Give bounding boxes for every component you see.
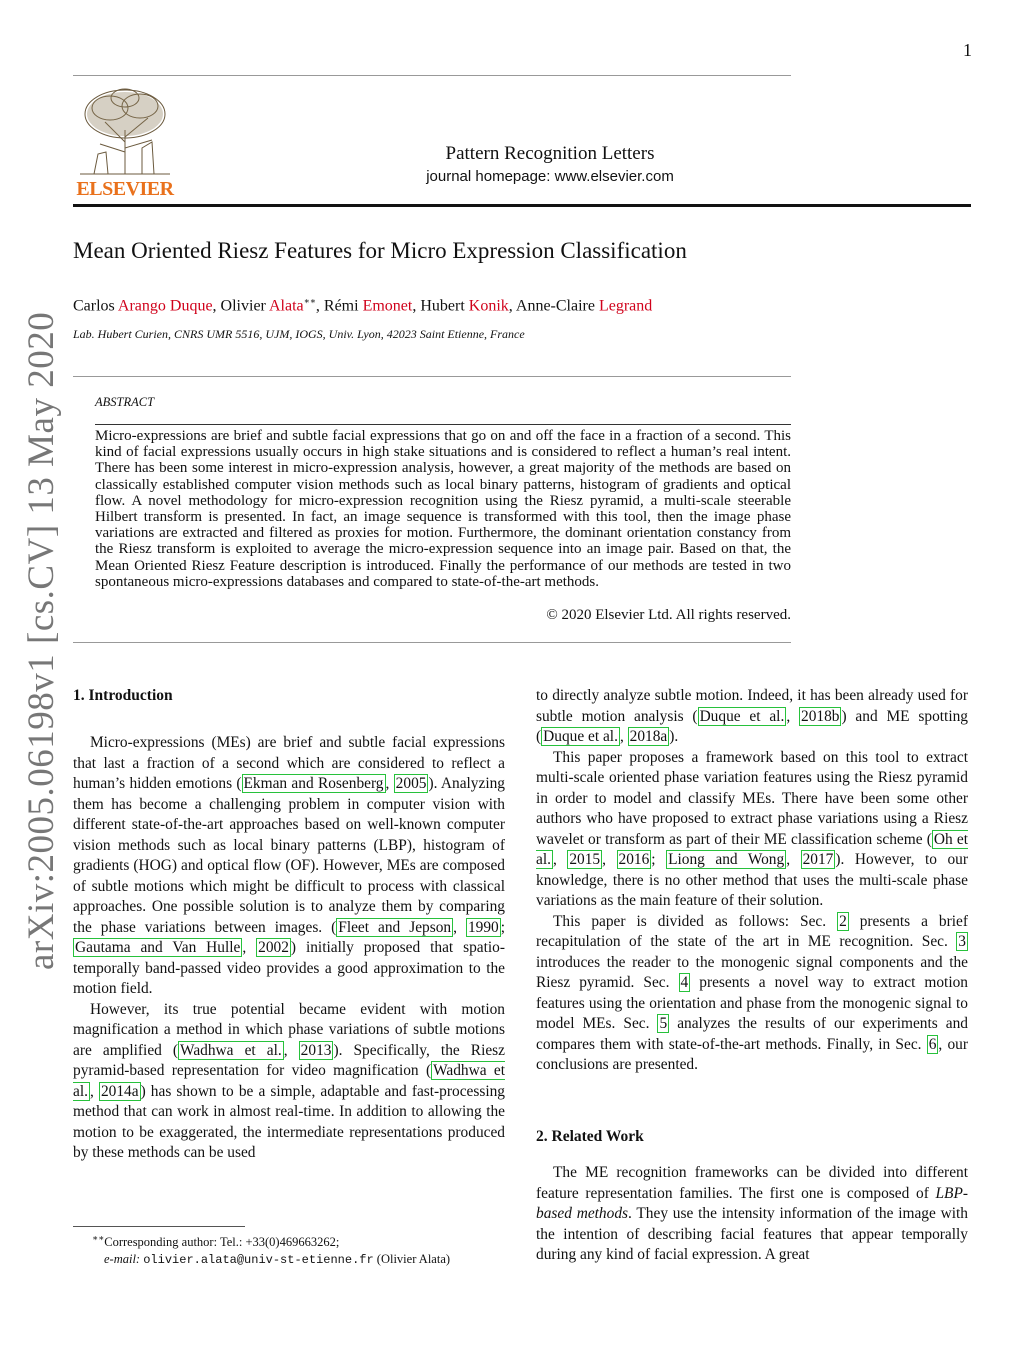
section-ref-link[interactable]: 4 bbox=[680, 974, 689, 991]
abstract-heading-rule bbox=[95, 424, 791, 425]
citation-year-link[interactable]: 2005 bbox=[395, 775, 427, 792]
author-last-name[interactable]: Arango Duque bbox=[117, 297, 213, 315]
section-heading-introduction: 1. Introduction bbox=[73, 687, 173, 704]
citation-year-link[interactable]: 1990 bbox=[467, 918, 499, 936]
citation-year-link[interactable]: 2017 bbox=[802, 851, 834, 868]
left-column bbox=[73, 733, 505, 1164]
footnote-rule bbox=[73, 1226, 245, 1227]
citation-link[interactable]: Wadhwa et al. bbox=[73, 1062, 506, 1100]
arxiv-identifier[interactable]: arXiv:2005.06198v1 [cs.CV] 13 May 2020 bbox=[21, 311, 62, 970]
journal-homepage[interactable]: journal homepage: www.elsevier.com bbox=[426, 168, 674, 185]
paragraph: This paper is divided as follows: Sec. 2 presents a brief recapitulation of the state of the art in ME recognition. Sec. 3 introduces the reader to the monogenic signal components and the Riesz pyramid. Sec. 4 presents a novel way to extract motion features using the orientation and phase from the monogenic signal to model MEs. Sec. 5 analyzes the results of our experiments and compares them with state-of-the-art methods. Finally, in Sec. 6 , our conclusions are presented. bbox=[536, 912, 968, 1073]
section-ref-link[interactable]: 2 bbox=[839, 912, 847, 930]
abstract-bottom-rule bbox=[73, 642, 791, 643]
abstract-top-rule bbox=[73, 376, 791, 377]
section-ref-link[interactable]: 3 bbox=[958, 933, 966, 950]
elsevier-logo bbox=[70, 82, 180, 200]
citation-year-link[interactable]: 2013 bbox=[300, 1041, 332, 1059]
author-first-name: Olivier bbox=[220, 297, 266, 315]
right-column-bottom bbox=[536, 1163, 968, 1266]
copyright-notice: © 2020 Elsevier Ltd. All rights reserved. bbox=[546, 607, 791, 623]
citation-year-link[interactable]: 2015 bbox=[569, 851, 601, 868]
author-last-name[interactable]: Konik bbox=[468, 297, 509, 315]
footnote-line: ∗∗Corresponding author: Tel.: +33(0)469663262; bbox=[92, 1233, 340, 1250]
affiliation: Lab. Hubert Curien, CNRS UMR 5516, UJM, IOGS, Univ. Lyon, 42023 Saint Etienne, France bbox=[73, 327, 525, 341]
corresponding-mark: ∗∗ bbox=[303, 296, 316, 306]
email-link[interactable]: olivier.alata@univ-st-etienne.fr bbox=[143, 1253, 374, 1268]
citation-link[interactable]: Ekman and Rosenberg bbox=[243, 775, 384, 792]
paragraph: to directly analyze subtle motion. Indeed, it has been already used for subtle motion analysis ( Duque et al. , 2018b ) and ME spotting ( Duque et al. , 2018a ). bbox=[536, 687, 968, 745]
header-thick-rule bbox=[73, 204, 971, 207]
citation-link[interactable]: Wadhwa et al. bbox=[180, 1041, 282, 1059]
author-last-name[interactable]: Legrand bbox=[598, 297, 653, 315]
author-first-name: Carlos bbox=[73, 297, 115, 315]
footnote bbox=[92, 1230, 450, 1269]
footnote-email-line: e-mail: olivier.alata@univ-st-etienne.fr (Olivier Alata) bbox=[104, 1252, 451, 1268]
abstract-heading: ABSTRACT bbox=[95, 395, 155, 409]
paragraph: However, its true potential became evident with motion magnification a method in which phase variations of subtle motions are amplified ( Wadhwa et al. , 2013 ). Specifically, the Riesz pyramid-based representation for video magnification ( Wadhwa et al. , 2014a ) has shown to be a simple, adaptable and fast-processing method that can work in almost real-time. In addition to allowing the motion to be exaggerated, the intermediate representations produced by these methods can be used bbox=[73, 1000, 506, 1161]
citation-link[interactable]: Oh et al. bbox=[536, 830, 968, 868]
section-heading-related-work: 2. Related Work bbox=[536, 1128, 644, 1145]
author-first-name: Rémi bbox=[323, 297, 359, 315]
emphasis: LBP-based methods bbox=[536, 1184, 968, 1222]
paper-title: Mean Oriented Riesz Features for Micro Expression Classification bbox=[73, 238, 687, 263]
author-first-name: Hubert bbox=[420, 297, 465, 315]
citation-year-link[interactable]: 2002 bbox=[258, 939, 289, 956]
citation-link[interactable]: Duque et al. bbox=[699, 707, 785, 725]
paragraph: The ME recognition frameworks can be divided into different feature representation families. The first one is composed of LBP-based methods. They use the intensity information of the image with the intention of describing facial features that appear temporally during any kind of facial expression. A great bbox=[536, 1164, 968, 1263]
citation-year-link[interactable]: 2014a bbox=[100, 1082, 139, 1100]
author-first-name: Anne-Claire bbox=[515, 297, 595, 315]
paragraph: This paper proposes a framework based on this tool to extract multi-scale oriented phase variation features using the Riesz pyramid in order to model and classify MEs. There have been some other authors who have proposed to extract phase variations using a Riesz wavelet or transform as part of their ME classification scheme ( Oh et al. , 2015 , 2016 ; Liong and Wong , 2017 ). However, to our knowledge, there is no other method that uses the multi-scale phase variations as the main feature of their solution. bbox=[536, 748, 969, 909]
citation-link[interactable]: Liong and Wong bbox=[668, 851, 785, 868]
citation-year-link[interactable]: 2018a bbox=[629, 728, 668, 745]
citation-link[interactable]: Gautama and Van Hulle bbox=[75, 939, 241, 956]
page-number: 1 bbox=[963, 40, 972, 60]
header-top-rule bbox=[73, 75, 791, 76]
citation-link[interactable]: Fleet and Jepson bbox=[338, 918, 452, 936]
author-last-name[interactable]: Alata bbox=[269, 297, 304, 315]
citation-year-link[interactable]: 2018b bbox=[801, 707, 840, 725]
journal-name: Pattern Recognition Letters bbox=[445, 143, 655, 164]
section-ref-link[interactable]: 6 bbox=[928, 1035, 937, 1053]
author-list: Carlos Arango Duque, Olivier Alata∗∗, Rémi Emonet, Hubert Konik, Anne-Claire Legrand bbox=[73, 296, 653, 315]
author-last-name[interactable]: Emonet bbox=[362, 297, 413, 315]
elsevier-tree-icon bbox=[70, 82, 180, 178]
citation-link[interactable]: Duque et al. bbox=[543, 728, 618, 745]
right-column-top bbox=[536, 686, 968, 1076]
paragraph: Micro-expressions (MEs) are brief and subtle facial expressions that last a fraction of a second which are considered to reflect a human’s hidden emotions ( Ekman and Rosenberg , 2005 ). Analyzing them has become a challenging problem in computer vision with different state-of-the-art approaches based on well-known computer vision methods such as local binary patterns (LBP), histogram of gradients (HOG) and optical flow (OF). However, MEs are composed of subtle motions which might be difficult to process with classical approaches. One possible solution is to analyze them by comparing the phase variations between images. ( Fleet and Jepson , 1990 ; Gautama and Van Hulle , 2002 ) initially proposed that spatio-temporally band-passed video provides a good approximation to the motion field. bbox=[73, 734, 505, 997]
section-ref-link[interactable]: 5 bbox=[659, 1015, 668, 1032]
elsevier-wordmark: ELSEVIER bbox=[76, 178, 174, 200]
abstract-text: Micro-expressions are brief and subtle facial expressions that go on and off the face in a fraction of a second. This kind of facial expressions usually occurs in high stake situations and is considered to reflect a human’s real intent. There has been some interest in micro-expression analysis, however, a great majority of the methods are based on classically established computer vision methods such as local binary patterns, histogram of gradients and optical flow. A novel methodology for micro-expression recognition using the Riesz pyramid, a multi-scale steerable Hilbert transform is presented. In fact, an image sequence is transformed with this tool, then the image phase variations are extracted and filtered as proxies for motion. Furthermore, the dominant orientation constancy from the Riesz transform is exploited to average the micro-expression sequence into an image pair. Based on that, the Mean Oriented Riesz Feature description is introduced. Finally the performance of our methods are tested in two spontaneous micro-expressions databases and compared to state-of-the-art methods. bbox=[95, 428, 791, 590]
citation-year-link[interactable]: 2016 bbox=[618, 851, 650, 868]
